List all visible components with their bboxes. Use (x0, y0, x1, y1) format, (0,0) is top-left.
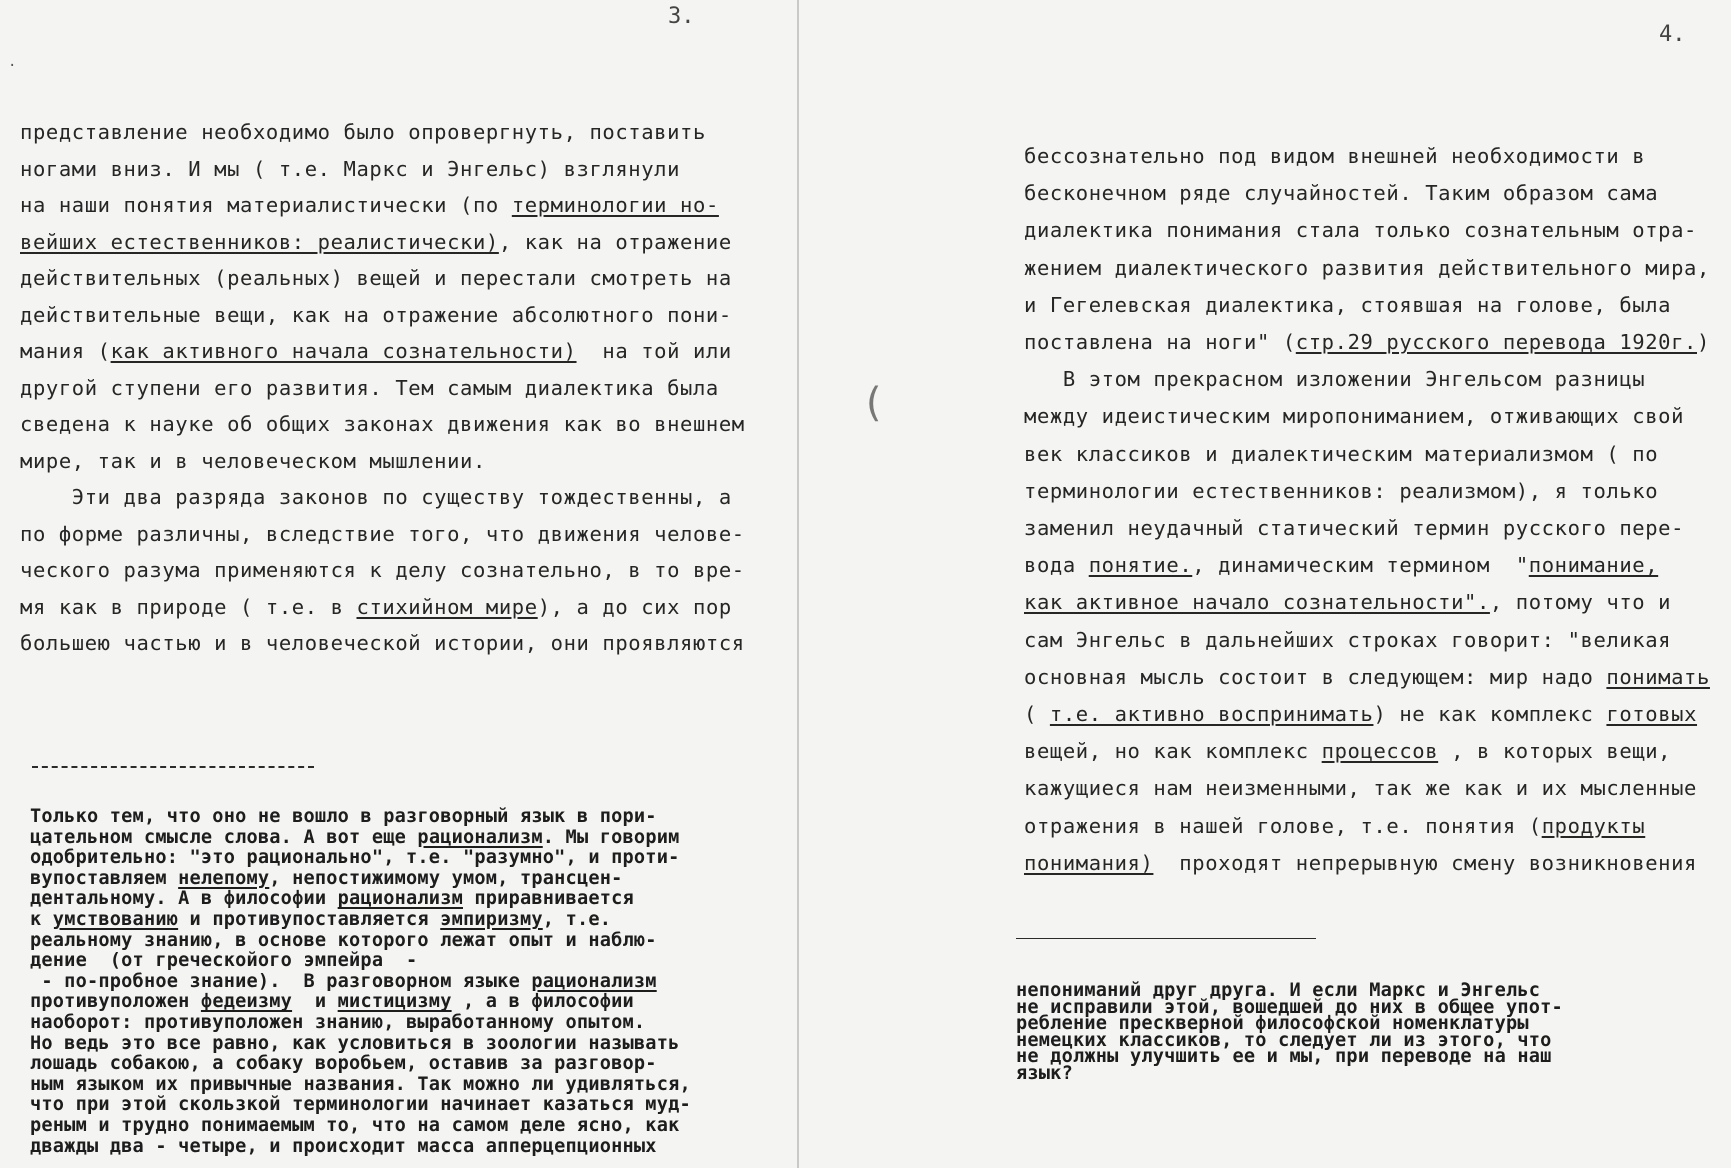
underlined-phrase: как активное начало сознательности". (1024, 590, 1490, 615)
text-segment: основная мысль состоит в следующем: мир надо (1024, 664, 1607, 689)
underlined-phrase: готовых (1606, 702, 1698, 726)
text-segment: одобрительно: "это рационально", т.е. "разумно", и проти- (30, 847, 680, 869)
text-line (1024, 776, 1697, 800)
text-line (1024, 628, 1671, 652)
underlined-phrase: вейших естественников: реалистически) (20, 229, 499, 254)
text-segment: ногами вниз. И мы ( т.е. Маркс и Энгельс) взглянули (20, 156, 681, 181)
margin-stroke: ( (861, 380, 886, 426)
text-segment: наоборот: противуположен знанию, выработанному опытом. (30, 1012, 646, 1033)
text-segment: и противупоставляется (178, 909, 441, 930)
text-segment: язык? (1016, 1063, 1073, 1084)
text-segment: дважды два - четыре, и происходит масса апперцепционных (30, 1135, 657, 1157)
text-segment: ), а до сих пор (537, 594, 732, 619)
underlined-phrase: мистицизму (337, 991, 452, 1013)
footnote-line (1016, 1063, 1073, 1084)
text-segment: мания ( (20, 339, 111, 363)
footnote-separator-left (32, 766, 314, 768)
underlined-phrase: т.е. активно воспринимать (1049, 702, 1374, 726)
underlined-phrase: процессов (1321, 739, 1439, 764)
page-number-right: 4. (1659, 22, 1686, 47)
text-segment: мя как в природе ( т.е. в (20, 594, 357, 619)
text-segment: сам Энгельс в дальнейших строках говорит: "великая (1024, 627, 1672, 652)
footnote-line (30, 806, 657, 827)
underlined-phrase: как активного начала сознательности) (110, 339, 577, 363)
text-segment: сведена к науке об общих законах движения как во внешнем (20, 412, 745, 436)
text-line (20, 631, 745, 655)
underlined-phrase: федеизму (200, 991, 293, 1013)
text-line (20, 449, 486, 473)
text-line (1024, 218, 1697, 242)
footnote-line (30, 1115, 679, 1136)
text-line (1024, 479, 1658, 503)
text-segment: - по-пробное знание). В разговорном языке (30, 970, 532, 992)
text-line (1024, 590, 1671, 614)
footnote-line (30, 971, 657, 992)
text-segment: . Мы говорим (542, 826, 680, 848)
footnote-line (30, 1033, 679, 1054)
footnote-line (30, 950, 417, 971)
text-segment: дение (от греческойого эмпейра - (30, 950, 418, 972)
text-segment: противуположен (30, 991, 201, 1013)
footnote-line (30, 888, 634, 909)
text-segment: ребление прескверной философской номенклатуры (1016, 1013, 1529, 1035)
text-line (1024, 442, 1658, 466)
text-line (20, 522, 745, 546)
underlined-phrase: стихийном мире (356, 594, 538, 619)
underlined-phrase: понимать (1606, 664, 1710, 689)
text-segment: жением диалектического развития действительного мира, (1024, 255, 1710, 280)
footnote-line (30, 847, 679, 868)
text-segment: , т.е. (542, 909, 612, 930)
text-segment: действительных (реальных) вещей и перестали смотреть на (20, 266, 732, 290)
text-line (20, 120, 706, 144)
text-segment: что при этой скользкой терминологии начинает казаться муд- (30, 1094, 691, 1116)
text-segment: , а в философии (451, 991, 634, 1013)
footnote-line (30, 1094, 691, 1115)
text-segment: бесконечном ряде случайностей. Таким образом сама (1024, 181, 1659, 206)
text-line (20, 376, 719, 400)
text-segment: непониманий друг друга. И если Маркс и Энгельс (1016, 980, 1541, 1001)
text-segment: и Гегелевская диалектика, стоявшая на голове, была (1024, 292, 1672, 317)
text-segment: представление необходимо было опровергнуть, поставить (20, 120, 706, 144)
footnote-line (30, 1074, 691, 1095)
text-line (1024, 739, 1671, 763)
footnote-line (30, 1012, 645, 1033)
text-segment: реальному знанию, в основе которого лежат опыт и наблю- (30, 929, 657, 951)
underlined-phrase: нелепому (178, 867, 270, 889)
text-segment: век классиков и диалектическим материализмом ( по (1024, 441, 1659, 466)
page-left (0, 0, 797, 1168)
text-line (1024, 851, 1697, 875)
text-segment: вещей, но как комплекс (1024, 739, 1322, 764)
speck-mark: · (8, 58, 17, 74)
text-line (1024, 181, 1658, 205)
text-line (20, 303, 732, 327)
text-segment: , как на отражение (498, 229, 732, 254)
text-segment: ( (1024, 702, 1050, 726)
text-line (1024, 293, 1671, 317)
text-line (20, 412, 745, 436)
page-right (799, 0, 1731, 1168)
text-line (20, 266, 732, 290)
text-line (1024, 144, 1645, 168)
text-segment: вупоставляем (30, 867, 179, 889)
text-segment: реным и трудно понимаемым то, что на самом деле ясно, как (30, 1115, 680, 1136)
text-segment: , динамическим термином " (1192, 553, 1529, 578)
text-segment: Только тем, что оно не вошло в разговорный язык в пори- (30, 806, 657, 827)
underlined-phrase: продукты (1541, 813, 1646, 838)
text-line (20, 485, 732, 509)
text-segment: вода (1024, 553, 1089, 578)
underlined-phrase: рационализм (531, 970, 657, 992)
text-segment: отражения в нашей голове, т.е. понятия ( (1024, 813, 1542, 838)
text-segment: немецких классиков, то следует ли из этого, что (1016, 1029, 1552, 1051)
underlined-phrase: рационализм (417, 826, 543, 848)
text-segment: к (30, 909, 53, 930)
text-line (20, 558, 745, 582)
underlined-phrase: понятие. (1088, 553, 1193, 578)
text-line (20, 230, 732, 254)
text-segment: В этом прекрасном изложении Энгельсом разницы (1024, 367, 1646, 392)
footnote-line (30, 827, 680, 848)
text-segment: приравнивается (463, 888, 634, 910)
text-line (1024, 665, 1710, 689)
text-line (1024, 516, 1684, 540)
text-segment: цательном смысле слова. А вот еще (30, 826, 418, 848)
text-segment: заменил неудачный статический термин русского пере- (1024, 516, 1685, 540)
underlined-phrase: понимания) (1024, 850, 1154, 875)
footnote-line (30, 1053, 657, 1074)
footnote-line (30, 930, 657, 951)
text-segment: действительные вещи, как на отражение абсолютного пони- (20, 302, 732, 327)
text-line (1024, 404, 1684, 428)
footnote-line (30, 909, 611, 930)
underlined-phrase: стр.29 русского перевода 1920г. (1295, 330, 1697, 354)
text-segment: по форме различны, вследствие того, что движения челове- (20, 521, 745, 546)
text-segment: Эти два разряда законов по существу тождественны, а (20, 485, 732, 509)
text-line (20, 339, 732, 363)
text-line (20, 157, 680, 181)
underlined-phrase: рационализм (337, 888, 463, 910)
text-segment: на той или (576, 339, 732, 363)
underlined-phrase: эмпиризму (440, 909, 543, 930)
text-segment: мире, так и в человеческом мышлении. (20, 448, 486, 473)
text-segment: , непостижимому умом, трансцен- (269, 867, 623, 889)
underlined-phrase: терминологии но- (511, 193, 719, 217)
text-segment: ческого разума применяются к делу сознательно, в то вре- (20, 558, 745, 582)
footnote-line (30, 868, 623, 889)
text-segment: диалектика понимания стала только сознательным отра- (1024, 218, 1697, 243)
text-segment: на наши понятия материалистически (по (20, 193, 512, 217)
underlined-phrase: понимание, (1528, 553, 1659, 578)
page-number-left: 3. (668, 4, 695, 29)
text-line (20, 193, 719, 217)
text-segment: ) не как комплекс (1373, 702, 1607, 726)
text-segment: , потому что и (1489, 590, 1672, 615)
text-segment: между идеистическим миропониманием, отживающих свой (1024, 404, 1685, 429)
text-segment: проходят непрерывную смену возникновения (1153, 850, 1697, 875)
text-segment: дентальному. А в философии (30, 888, 338, 910)
footnote-line (30, 1136, 657, 1157)
text-segment: поставлена на ноги" ( (1024, 330, 1296, 354)
underlined-phrase: умствованию (52, 909, 179, 930)
text-segment: лошадь собакою, а собаку воробьем, оставив за разговор- (30, 1053, 657, 1075)
text-segment: и (292, 991, 338, 1013)
footnote-line (1016, 1046, 1552, 1067)
text-segment: Но ведь это все равно, как условиться в зоологии называть (30, 1032, 680, 1054)
text-line (1024, 330, 1710, 354)
text-segment: кажущиеся нам неизменными, так же как и их мысленные (1024, 776, 1697, 801)
text-segment: большею частью и в человеческой истории, они проявляются (20, 631, 745, 655)
text-segment: , в которых вещи, (1438, 739, 1672, 764)
text-line (1024, 256, 1710, 280)
text-line (1024, 814, 1645, 838)
text-segment: ) (1697, 330, 1710, 354)
text-segment: бессознательно под видом внешней необходимости в (1024, 144, 1646, 168)
text-line (1024, 367, 1645, 391)
footnote-separator-right (1016, 938, 1316, 939)
text-segment: ным языком их привычные названия. Так можно ли удивляться, (30, 1073, 691, 1095)
text-segment: терминологии естественников: реализмом), я только (1024, 478, 1659, 503)
footnote-line (30, 991, 634, 1012)
text-line (1024, 702, 1697, 726)
text-segment: не исправили этой, вошедшей до них в общее упот- (1016, 996, 1563, 1018)
text-segment: другой ступени его развития. Тем самым диалектика была (20, 375, 719, 400)
text-line (1024, 553, 1658, 577)
text-line (20, 595, 732, 619)
text-segment: не должны улучшить ее и мы, при переводе на наш (1016, 1046, 1552, 1068)
